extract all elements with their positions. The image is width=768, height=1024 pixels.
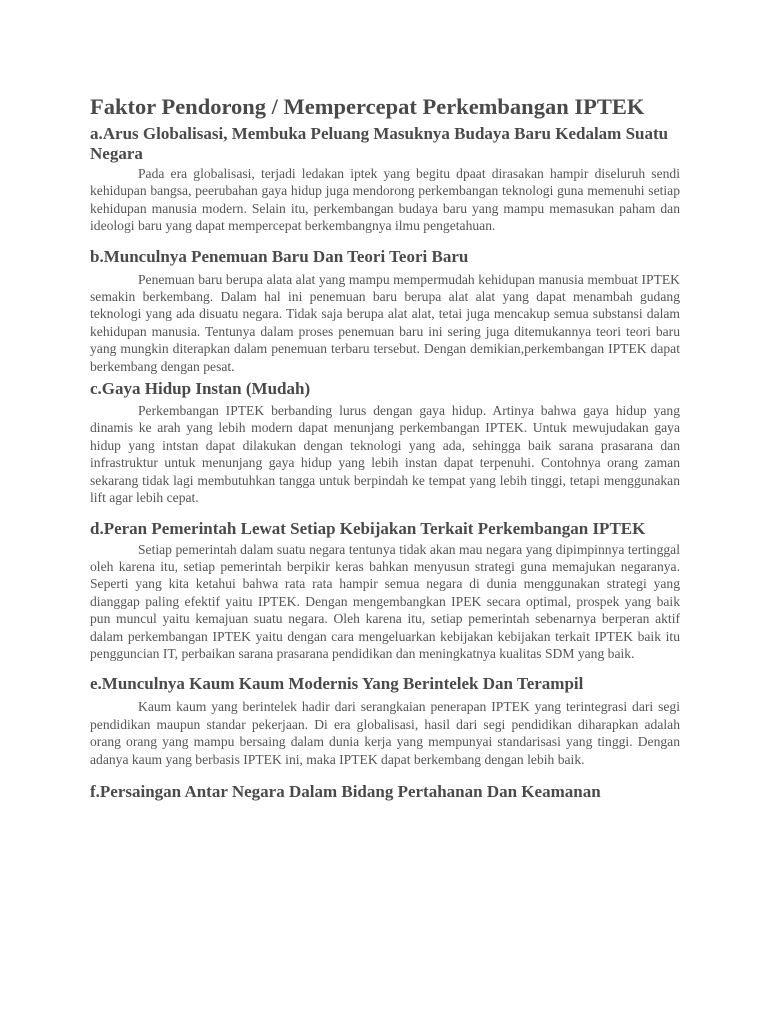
section-heading: c.Gaya Hidup Instan (Mudah) — [90, 379, 311, 399]
section-paragraph: Kaum kaum yang berintelek hadir dari serangkaian penerapan IPTEK yang terintegrasi dari segi pendidikan maupun standar pekerjaan. Di era globalisasi, hasil dari segi pendidikan diharapkan adalah orang orang yang mampu bersaing dalam dunia kerja yang mempunyai standarisasi yang tinggi. Dengan adanya kaum yang berbasis IPTEK ini, maka IPTEK dapat berkembang dengan lebih baik. — [90, 699, 680, 767]
section-heading: a.Arus Globalisasi, Membuka Peluang Masuknya Budaya Baru Kedalam Suatu Negara — [90, 124, 669, 163]
section-paragraph: Setiap pemerintah dalam suatu negara tentunya tidak akan mau negara yang dipimpinnya tertinggal oleh karena itu, setiap pemerintah berpikir keras bahkan menyusun strategi guna memajukan negaranya. Seperti yang kita ketahui bahwa rata rata hampir semua negara di dunia menggunakan strategi yang dianggap paling efektif yaitu IPTEK. Dengan mengembangkan IPEK secara optimal, prospek yang baik pun muncul yaitu kemajuan suatu negara. Oleh karena itu, setiap pemerintah sebenarnya berperan aktif dalam perkembangan IPTEK yaitu dengan cara mengeluarkan kebijakan kebijakan terkait IPTEK baik itu pengguncian IT, perbaikan sarana prasarana pendidikan dan meningkatnya kualitas SDM yang baik. — [90, 541, 680, 661]
section-heading: d.Peran Pemerintah Lewat Setiap Kebijakan Terkait Perkembangan IPTEK — [90, 518, 646, 538]
section-a — [90, 124, 680, 235]
section-heading: b.Munculnya Penemuan Baru Dan Teori Teori Baru — [90, 246, 469, 266]
section-f — [90, 782, 680, 802]
section-d — [90, 519, 680, 663]
section-c — [90, 379, 680, 506]
section-paragraph: Penemuan baru berupa alata alat yang mampu mempermudah kehidupan manusia membuat IPTEK semakin berkembang. Dalam hal ini penemuan baru berupa alat alat yang dapat menambah gudang teknologi yang ada disuatu negara. Tidak saja berupa alat alat, tetai juga mencakup semua substansi dalam kehidupan manusia. Tentunya dalam proses penemuan baru ini sering juga ditemukannya teori teori baru yang mungkin diterapkan dalam penemuan terbaru tersebut. Dengan demikian,perkembangan IPTEK dapat berkembang dengan pesat. — [90, 271, 680, 374]
section-paragraph: Pada era globalisasi, terjadi ledakan iptek yang begitu dpaat dirasakan hampir diseluruh sendi kehidupan bangsa, peerubahan gaya hidup juga mendorong perkembangan teknologi guna memenuhi setiap kehidupan manusia modern. Selain itu, perkembangan budaya baru yang mampu memasukan paham dan ideologi baru yang dapat mempercepat berkembangnya ilmu pengetahuan. — [90, 166, 680, 234]
section-heading: f.Persaingan Antar Negara Dalam Bidang Pertahanan Dan Keamanan — [90, 781, 601, 801]
section-heading: e.Munculnya Kaum Kaum Modernis Yang Berintelek Dan Terampil — [90, 674, 584, 694]
section-e — [90, 674, 680, 768]
document-title: Faktor Pendorong / Mempercepat Perkembangan IPTEK — [90, 94, 645, 119]
section-paragraph: Perkembangan IPTEK berbanding lurus dengan gaya hidup. Artinya bahwa gaya hidup yang dinamis ke arah yang lebih modern dapat menunjang perkembangan IPTEK. Untuk mewujudakan gaya hidup yang intstan dapat dilakukan dengan teknologi yang ada, sehingga baik sarana prasarana dan infrastruktur untuk menunjang gaya hidup yang lebih instan dapat terpenuhi. Contohnya orang zaman sekarang tidak lagi membutuhkan tangga untuk berpindah ke tempat yang lebih tinggi, tetapi menggunakan lift agar lebih cepat. — [90, 403, 680, 506]
section-b — [90, 247, 680, 375]
